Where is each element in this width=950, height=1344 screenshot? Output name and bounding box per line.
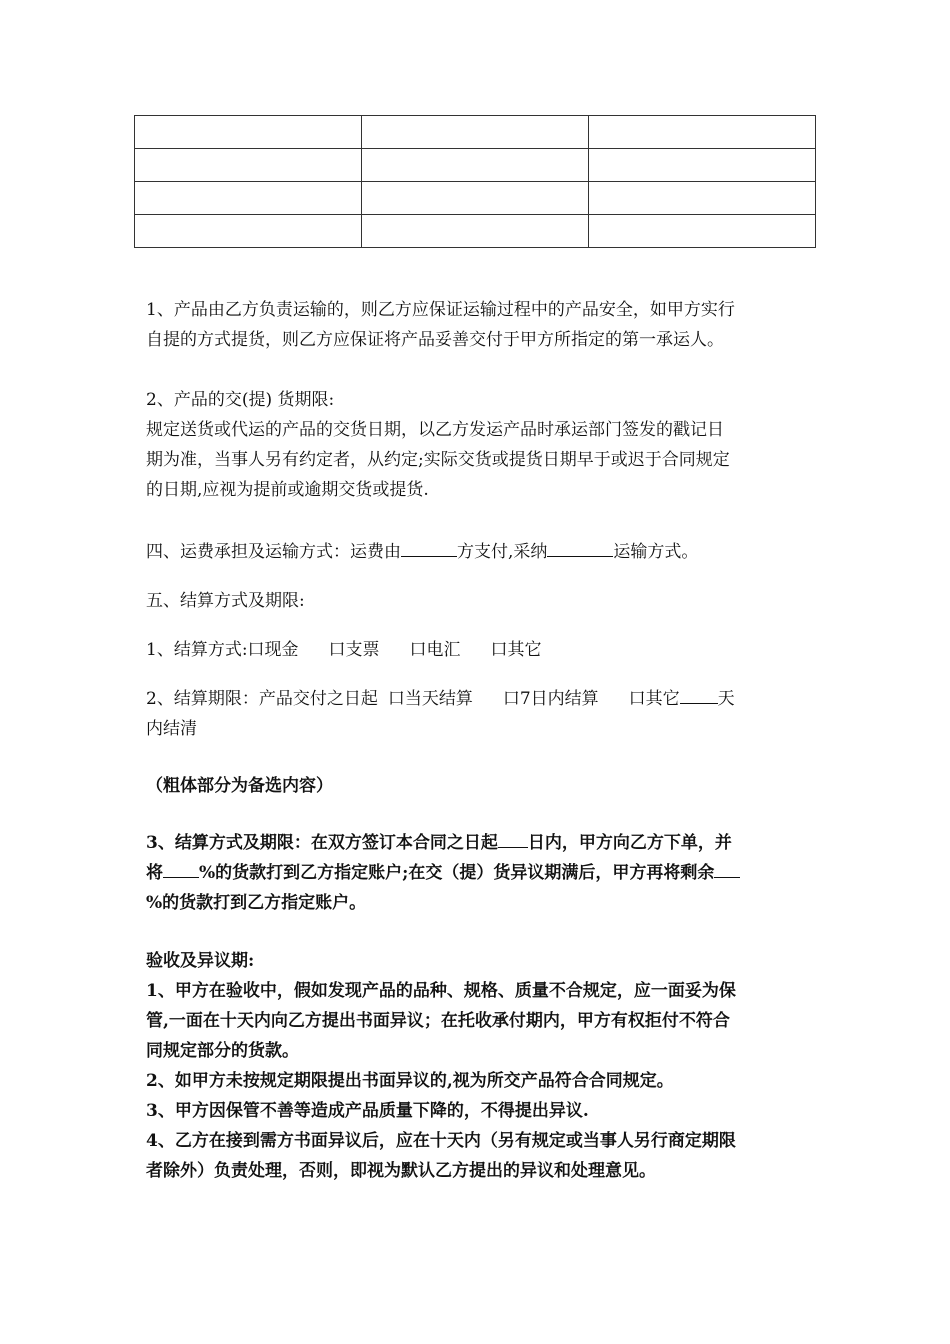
settlement-period — [146, 684, 816, 744]
table-cell — [362, 182, 589, 215]
table-cell — [135, 116, 362, 149]
optional-note — [146, 771, 816, 801]
settlement-period-label: 2、结算期限：产品交付之日起 — [146, 689, 378, 709]
table-cell — [589, 215, 816, 248]
table-cell — [362, 116, 589, 149]
fill-blank — [714, 859, 740, 878]
text-line — [146, 635, 816, 665]
text-line — [146, 537, 816, 567]
clause-text: 日内，甲方向乙方下单，并 — [527, 833, 732, 853]
text-line: 2、如甲方未按规定期限提出书面异议的,视为所交产品符合合同规定。 — [146, 1071, 674, 1091]
bold-settlement-clause — [146, 828, 816, 918]
table-row — [135, 215, 816, 248]
clause-heading: 2、产品的交(提) 货期限: — [146, 390, 335, 410]
settlement-heading — [146, 586, 816, 616]
fill-blank — [547, 538, 613, 557]
text-line — [146, 858, 816, 888]
text-line: %的货款打到乙方指定账户。 — [146, 893, 367, 913]
freight-text: 四、运费承担及运输方式：运费由 — [146, 542, 401, 562]
section-heading: 验收及异议期: — [146, 951, 255, 971]
fill-blank — [680, 685, 718, 704]
freight-text: 方支付,采纳 — [457, 542, 548, 562]
text-line — [146, 684, 816, 714]
text-line: 内结清 — [146, 719, 197, 739]
settlement-method-label: 1、结算方式: — [146, 640, 248, 660]
table-cell — [135, 215, 362, 248]
section-heading: 五、结算方式及期限: — [146, 591, 305, 611]
delivery-period-clause — [146, 385, 816, 505]
table-cell — [589, 182, 816, 215]
table-cell — [589, 116, 816, 149]
acceptance-section — [146, 946, 816, 1186]
option-cheque: 口支票 — [328, 640, 380, 660]
text-line: 的日期,应视为提前或逾期交货或提货. — [146, 480, 429, 500]
text-line: 者除外）负责处理，否则，即视为默认乙方提出的异议和处理意见。 — [146, 1161, 656, 1181]
table-row — [135, 182, 816, 215]
text-line: 1、产品由乙方负责运输的，则乙方应保证运输过程中的产品安全，如甲方实行 — [146, 300, 735, 320]
table-cell — [135, 149, 362, 182]
note-text: （粗体部分为备选内容） — [146, 776, 333, 796]
option-7-days: 口7日内结算 — [502, 689, 599, 709]
fill-blank — [401, 538, 457, 557]
table-row — [135, 149, 816, 182]
table-cell — [362, 215, 589, 248]
freight-text: 运输方式。 — [613, 542, 699, 562]
table-cell — [589, 149, 816, 182]
transport-clause — [146, 295, 816, 355]
fill-blank — [163, 859, 199, 878]
text-line — [146, 828, 816, 858]
table-cell — [135, 182, 362, 215]
clause-text: 将 — [146, 863, 163, 883]
option-other: 口其它 — [628, 689, 680, 709]
settlement-method — [146, 635, 816, 665]
text-line: 自提的方式提货，则乙方应保证将产品妥善交付于甲方所指定的第一承运人。 — [146, 330, 724, 350]
fill-blank — [498, 829, 528, 848]
option-wire: 口电汇 — [409, 640, 461, 660]
text-line: 4、乙方在接到需方书面异议后，应在十天内（另有规定或当事人另行商定期限 — [146, 1131, 736, 1151]
freight-clause — [146, 537, 816, 567]
clause-text: %的货款打到乙方指定账户;在交（提）货异议期满后，甲方再将剩余 — [199, 863, 715, 883]
option-other: 口其它 — [490, 640, 542, 660]
text-line: 规定送货或代运的产品的交货日期，以乙方发运产品时承运部门签发的戳记日 — [146, 420, 724, 440]
settlement-tail: 天 — [717, 689, 735, 709]
text-line: 期为准，当事人另有约定者，从约定;实际交货或提货日期早于或迟于合同规定 — [146, 450, 730, 470]
text-line: 3、甲方因保管不善等造成产品质量下降的，不得提出异议. — [146, 1101, 589, 1121]
table-cell — [362, 149, 589, 182]
table-row — [135, 116, 816, 149]
text-line: 同规定部分的货款。 — [146, 1041, 299, 1061]
empty-table — [134, 115, 816, 248]
option-cash: 口现金 — [247, 640, 299, 660]
clause-text: 3、结算方式及期限：在双方签订本合同之日起 — [146, 833, 498, 853]
option-same-day: 口当天结算 — [387, 689, 473, 709]
text-line: 1、甲方在验收中，假如发现产品的品种、规格、质量不合规定，应一面妥为保 — [146, 981, 736, 1001]
text-line: 管,一面在十天内向乙方提出书面异议；在托收承付期内，甲方有权拒付不符合 — [146, 1011, 730, 1031]
